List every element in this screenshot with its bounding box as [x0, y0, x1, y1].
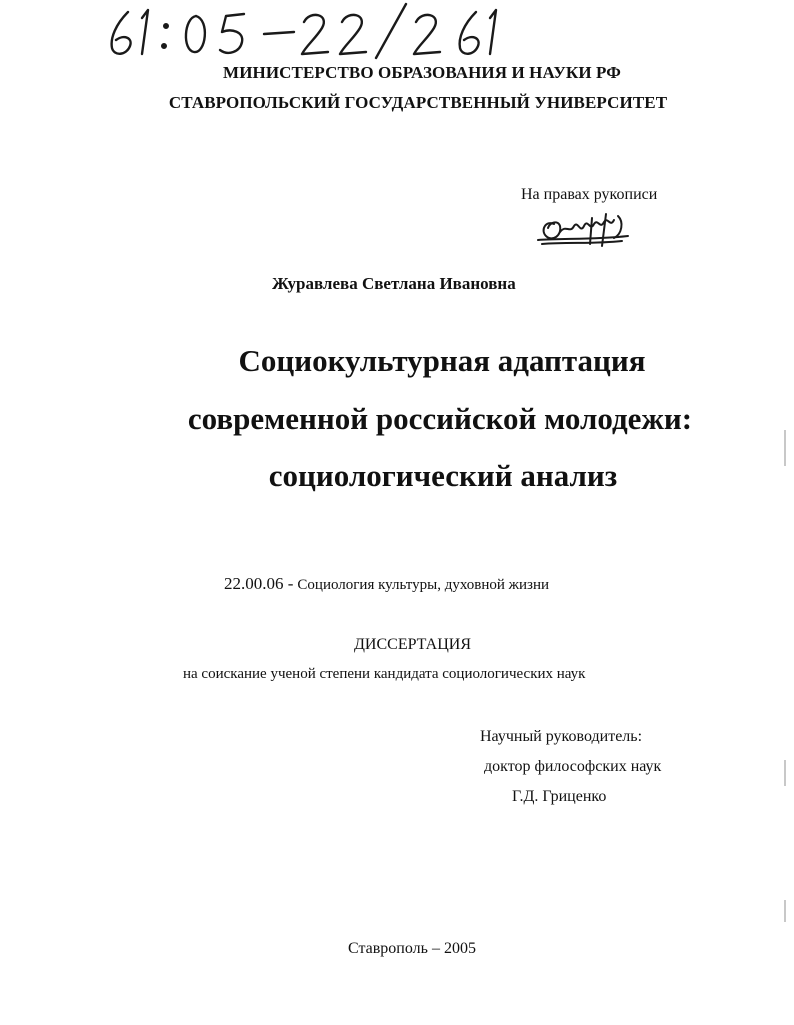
university-name: СТАВРОПОЛЬСКИЙ ГОСУДАРСТВЕННЫЙ УНИВЕРСИТЕТ — [168, 93, 668, 112]
supervisor-label: Научный руководитель: — [480, 728, 643, 745]
place-and-year: Ставрополь – 2005 — [348, 940, 476, 957]
dissertation-title-line-3: социологический анализ — [268, 458, 618, 493]
supervisor-name: Г.Д. Гриценко — [512, 788, 607, 805]
document-type: ДИССЕРТАЦИЯ — [354, 636, 471, 653]
signature-icon — [532, 200, 642, 256]
scan-edge-mark — [784, 760, 786, 786]
scan-edge-mark — [784, 430, 786, 466]
dissertation-title-line-2: современной российской молодежи: — [187, 401, 693, 436]
specialty-name: Социология культуры, духовной жизни — [297, 577, 550, 593]
ministry-name: МИНИСТЕРСТВО ОБРАЗОВАНИЯ И НАУКИ РФ — [223, 63, 621, 82]
dissertation-title-line-1: Социокультурная адаптация — [238, 343, 646, 378]
specialty-code: 22.00.06 - — [224, 574, 294, 593]
supervisor-degree: доктор философских наук — [484, 758, 662, 775]
degree-statement: на соискание ученой степени кандидата социологических наук — [183, 666, 586, 682]
manuscript-note: На правах рукописи — [521, 186, 658, 203]
handwritten-archive-code — [98, 0, 518, 62]
specialty — [224, 574, 549, 594]
author-name: Журавлева Светлана Ивановна — [272, 274, 516, 293]
scan-edge-mark — [784, 900, 786, 922]
